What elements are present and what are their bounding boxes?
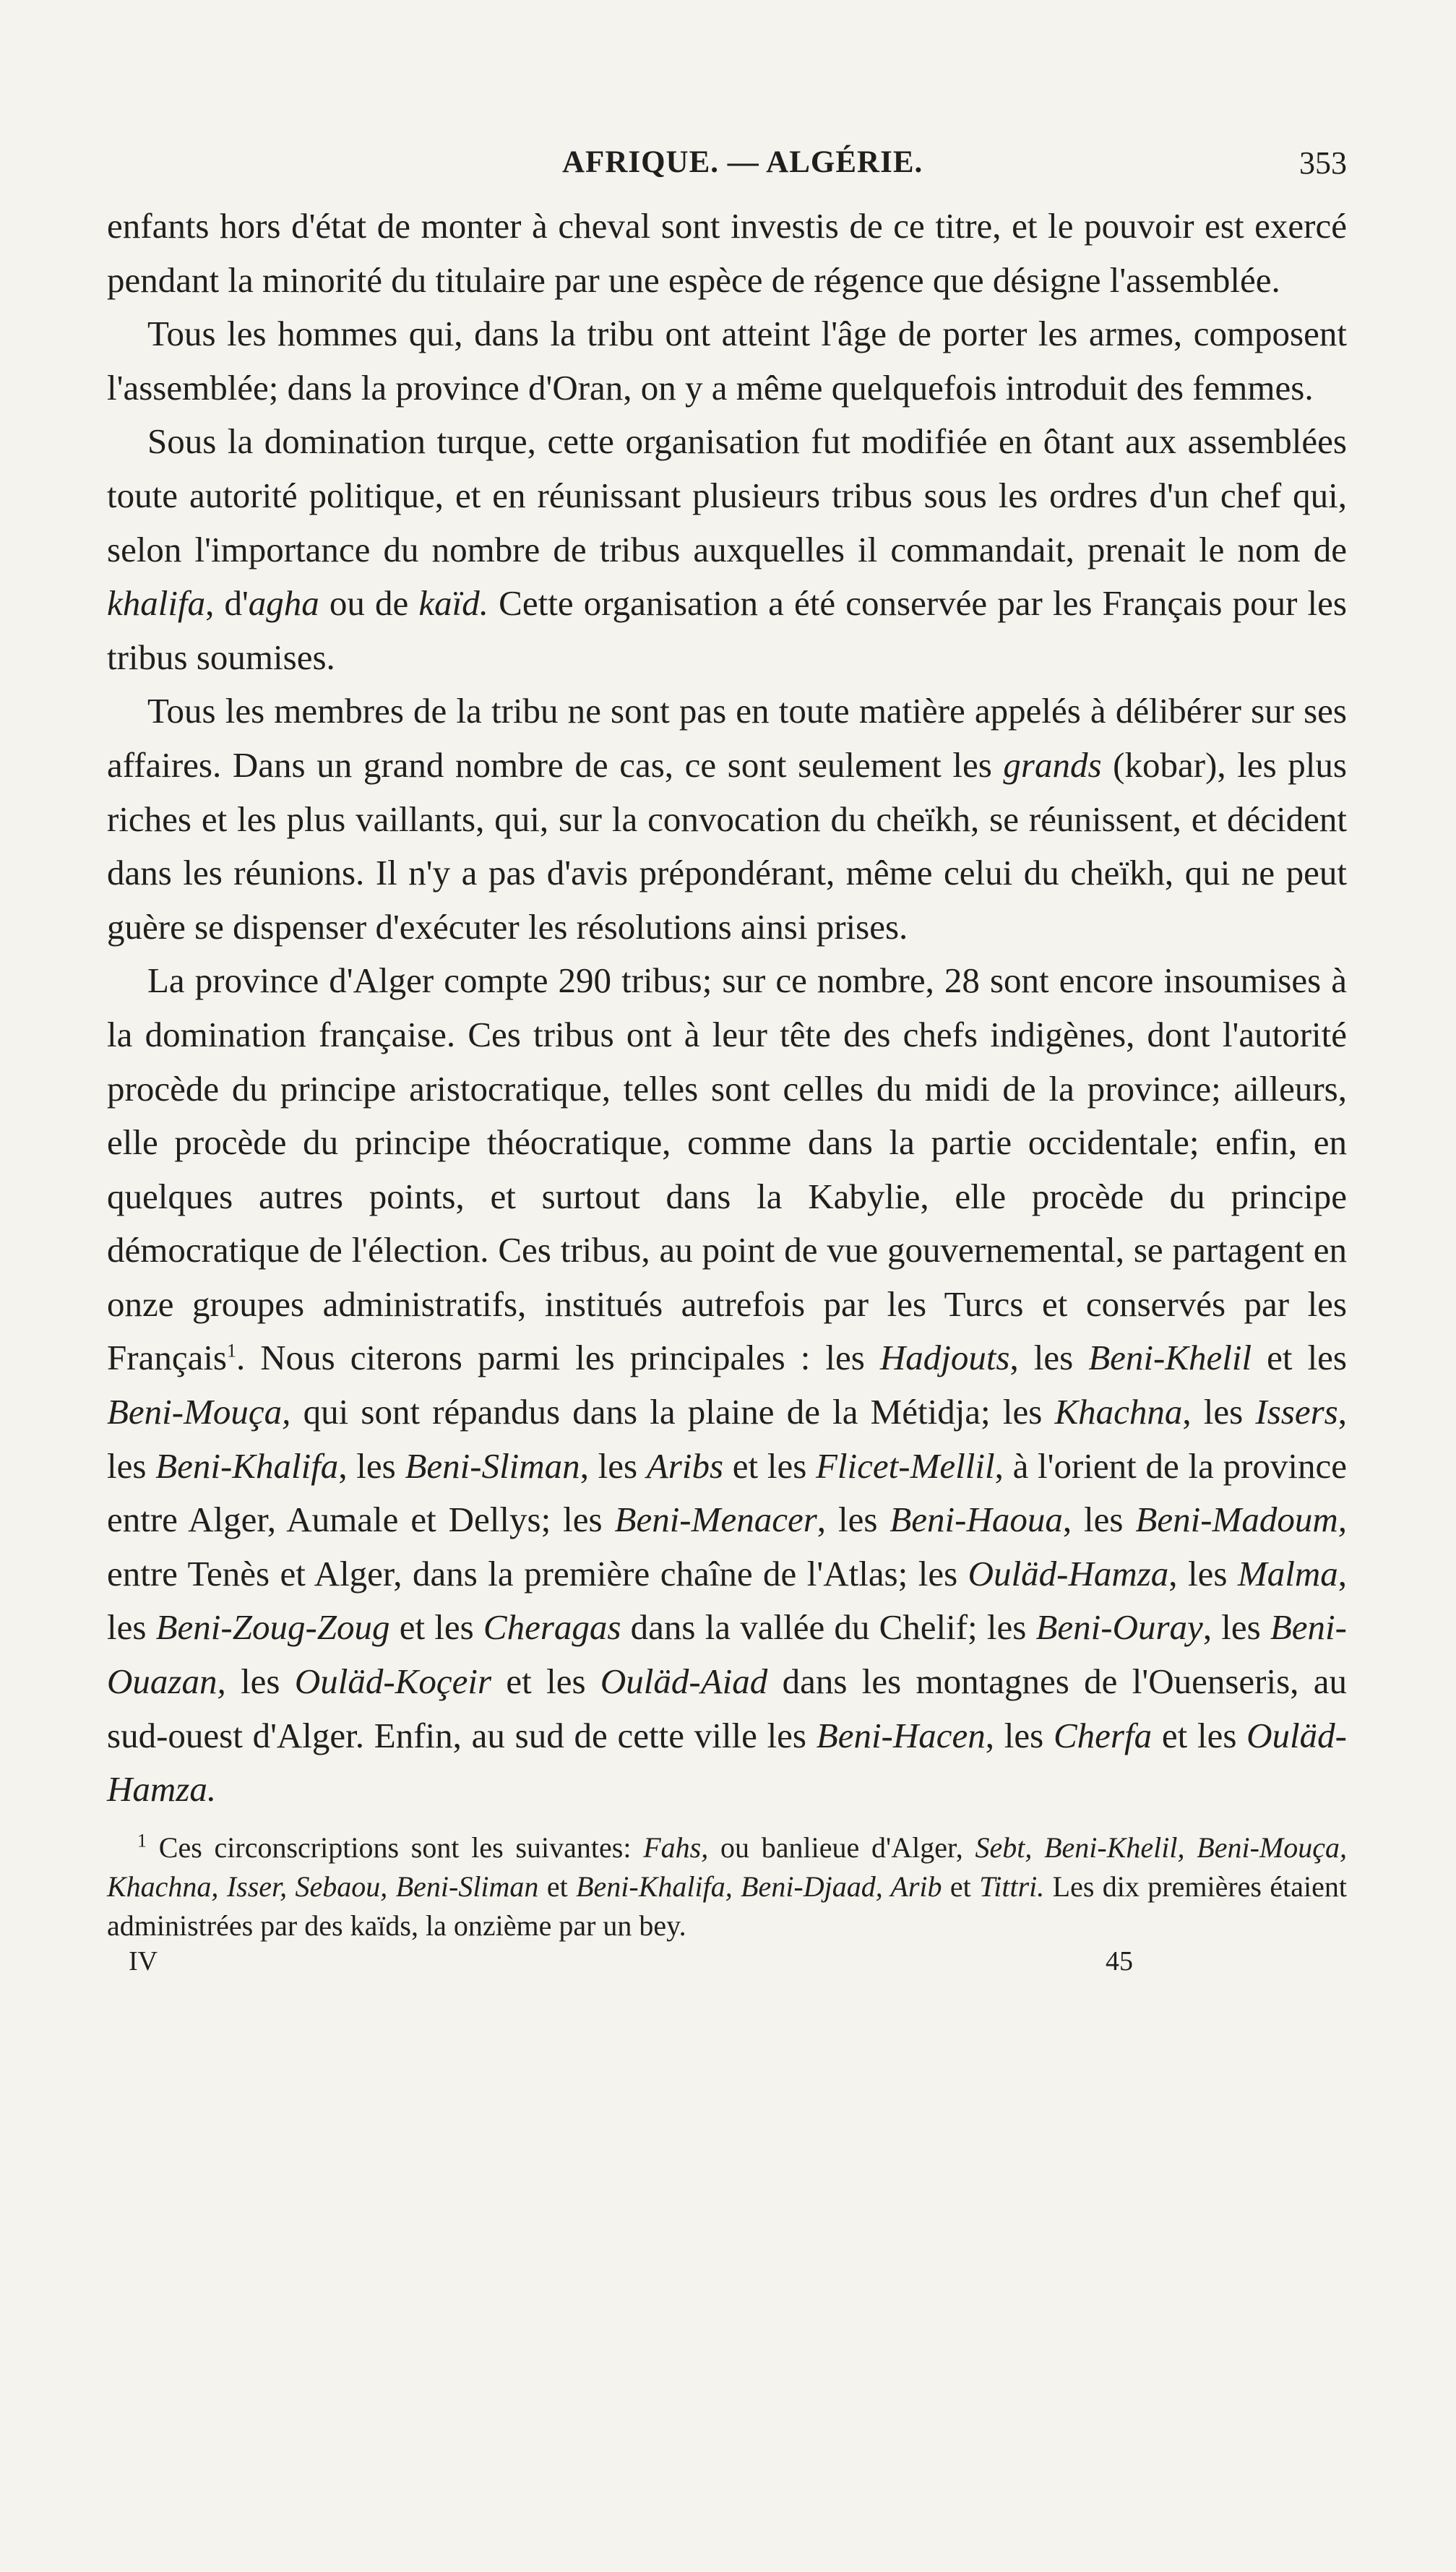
text-run: et les <box>723 1445 816 1486</box>
book-page <box>107 134 1347 1984</box>
volume-mark: IV <box>129 1945 158 1977</box>
italic-term: Beni-Menacer <box>614 1500 817 1540</box>
text-run: , à l'orient de la province entre Alger, Aumale et Dellys; les <box>107 1445 1348 1540</box>
italic-term: agha <box>248 583 319 624</box>
italic-term: Ouläd-Aiad <box>600 1661 768 1702</box>
italic-term: Ouläd-Hamza. <box>107 1715 1347 1810</box>
paragraph <box>107 415 1347 684</box>
body-text <box>107 199 1347 1817</box>
text-run: La province d'Alger compte 290 tribus; sur ce nombre, 28 sont encore insoumises à la domination française. Ces tribus ont à leur tête des chefs indigènes, dont l'autorité procède du principe aristocratique, telles sont celles du midi de la province; ailleurs, elle procède du principe théocratique, comme dans la partie occidentale; enfin, en quelques autres points, et surtout dans la Kabylie, elle procède du principe démocratique de l'élection. Ces tribus, au point de vue gouvernemental, se partagent en onze groupes administratifs, institués autrefois par les Turcs et conservés par les Français <box>107 960 1347 1378</box>
text-run: les <box>225 1661 295 1702</box>
italic-term: Fahs, <box>643 1831 709 1864</box>
text-run: , les <box>107 1392 1347 1486</box>
text-run: Cette organisation a été conservée par les Français pour les tribus soumises. <box>107 583 1347 677</box>
footnote <box>107 1828 1347 1945</box>
italic-term: Tittri. <box>979 1870 1045 1903</box>
italic-term: Khachna <box>1054 1392 1183 1432</box>
italic-term: Beni-Madoum, <box>1135 1500 1347 1540</box>
footnote-marker: 1 <box>137 1830 147 1851</box>
text-run: et les <box>1252 1338 1347 1378</box>
text-run: , les <box>1202 1607 1270 1648</box>
italic-term: Malma <box>1237 1553 1338 1593</box>
italic-term: Cheragas <box>483 1607 621 1648</box>
text-run: , les <box>1182 1392 1256 1432</box>
italic-term: Beni-Ouray <box>1035 1607 1203 1648</box>
italic-term: Beni-Khalifa, Beni-Djaad, Arib <box>576 1870 942 1903</box>
text-run: , les <box>985 1715 1054 1755</box>
text-run: , d' <box>205 583 249 624</box>
text-run: et <box>942 1870 980 1903</box>
text-run: , les <box>338 1445 405 1486</box>
text-run: entre Tenès et Alger, dans la première chaîne de l'Atlas; les <box>107 1553 968 1593</box>
italic-term: Beni-Ouazan, <box>107 1607 1347 1702</box>
text-run: et <box>538 1870 577 1903</box>
italic-term: Sebt, Beni-Khelil, Beni-Mouça, Khachna, Isser, Sebaou, Beni-Sliman <box>107 1831 1347 1903</box>
text-run: et les <box>1152 1715 1247 1755</box>
text-run: Tous les hommes qui, dans la tribu ont atteint l'âge de porter les armes, composent l'assemblée; dans la province d'Oran, on y a même quelquefois introduit des femmes. <box>107 314 1347 408</box>
paragraph <box>107 307 1347 415</box>
italic-term: Beni-Khelil <box>1088 1338 1252 1378</box>
text-run: et les <box>389 1607 483 1648</box>
italic-term: Beni-Khalifa <box>155 1445 339 1486</box>
text-run: Sous la domination turque, cette organisation fut modifiée en ôtant aux assemblées toute autorité politique, et en réunissant plusieurs tribus sous les ordres d'un chef qui, selon l'importance du nombre de tribus auxquelles il commandait, prenait le nom de <box>107 421 1347 569</box>
italic-term: grands <box>1003 744 1102 785</box>
text-run: , les <box>1062 1500 1136 1540</box>
italic-term: Beni-Sliman <box>405 1445 580 1486</box>
text-run: Les dix premières étaient administrées par des kaïds, la onzième par un bey. <box>107 1870 1347 1942</box>
italic-term: Issers <box>1255 1392 1338 1432</box>
sheet-number: 45 <box>1106 1945 1133 1977</box>
italic-term: Ouläd-Hamza <box>968 1553 1169 1593</box>
italic-term: Flicet-Mellil <box>816 1445 995 1486</box>
italic-term: Ouläd-Koçeir <box>294 1661 492 1702</box>
text-run: enfants hors d'état de monter à cheval sont investis de ce titre, et le pouvoir est exercé pendant la minorité du titulaire par une espèce de régence que désigne l'assemblée. <box>107 206 1347 300</box>
text-run: ou banlieue d'Alger, <box>708 1831 975 1864</box>
text-run: Ces circonscriptions sont les suivantes: <box>147 1831 644 1864</box>
paragraph <box>107 954 1347 1817</box>
running-header <box>107 134 1347 199</box>
text-run: Tous les membres de la tribu ne sont pas en toute matière appelés à délibérer sur ses affaires. Dans un grand nombre de cas, ce sont seulement les <box>107 691 1347 785</box>
text-run: et les <box>491 1661 600 1702</box>
page-number: 353 <box>1299 145 1347 181</box>
running-title: AFRIQUE. — ALGÉRIE. <box>562 145 923 179</box>
signature-line <box>107 1945 1347 1984</box>
italic-term: kaïd. <box>418 583 489 624</box>
italic-term: Beni-Haoua <box>889 1500 1063 1540</box>
italic-term: Beni-Zoug-Zoug <box>155 1607 390 1648</box>
italic-term: Aribs <box>646 1445 724 1486</box>
paragraph <box>107 199 1347 307</box>
text-run: , les <box>107 1553 1347 1648</box>
paragraph <box>107 684 1347 954</box>
italic-term: Cherfa <box>1053 1715 1153 1755</box>
text-run: , les <box>817 1500 890 1540</box>
italic-term: Beni-Mouça, <box>107 1392 291 1432</box>
text-run: , les <box>1168 1553 1238 1593</box>
text-run: (kobar), les plus riches et les plus vaillants, qui, sur la convocation du cheïkh, se réunissent, et décident dans les réunions. Il n'y a pas d'avis prépondérant, même celui du cheïkh, qui ne peut guère se dispenser d'exécuter les résolutions ainsi prises. <box>107 744 1347 947</box>
text-run: dans la vallée du Chelif; les <box>621 1607 1036 1648</box>
italic-term: Hadjouts <box>879 1338 1010 1378</box>
italic-term: khalifa <box>107 583 206 624</box>
italic-term: Beni-Hacen <box>816 1715 986 1755</box>
text-run: dans les montagnes de l'Ouenseris, au sud-ouest d'Alger. Enfin, au sud de cette ville les <box>107 1661 1348 1755</box>
text-run: qui sont répandus dans la plaine de la Métidja; les <box>290 1392 1055 1432</box>
text-run: . Nous citerons parmi les principales : les <box>236 1338 880 1378</box>
footnote-marker: 1 <box>227 1341 236 1362</box>
text-run: , les <box>1009 1338 1089 1378</box>
text-run: ou de <box>319 583 419 624</box>
text-run: , les <box>580 1445 647 1486</box>
